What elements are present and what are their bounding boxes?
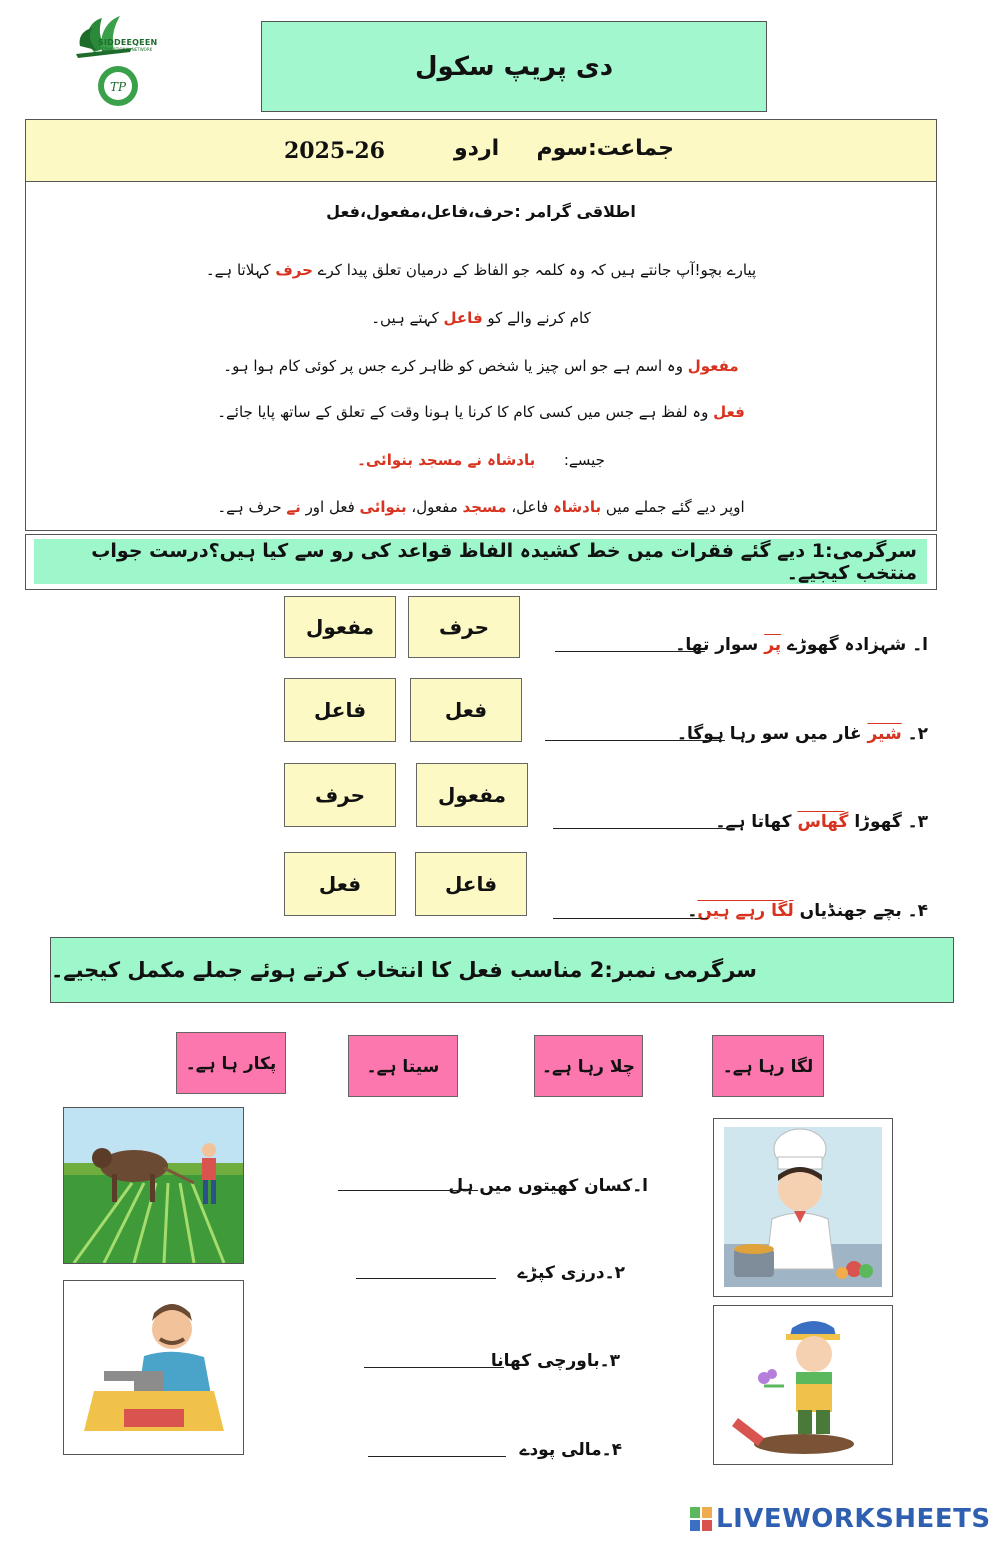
subject-label: اردو: [454, 136, 500, 161]
logo-brand-text: SIDDEEQEEN: [98, 38, 158, 47]
activity1-title: سرگرمی:1 دیے گئے فقرات میں خط کشیدہ الفاظ قواعد کی رو سے کیا ہیں؟درست جواب منتخب کیجیے۔: [34, 539, 927, 584]
definition-fel: فعل وہ لفظ ہے جس میں کسی کام کا کرنا یا ہونا وقت کے تعلق کے ساتھ پایا جائے۔: [217, 403, 745, 421]
farmer-plowing-image: [63, 1107, 244, 1264]
sentence-2: ۲۔درزی کپڑے: [517, 1263, 625, 1283]
grammar-title: اطلاقی گرامر :حرف،فاعل،مفعول،فعل: [326, 202, 636, 221]
liveworksheets-brand: LIVEWORKSHEETS: [716, 1504, 991, 1534]
school-name-box: [261, 21, 767, 112]
sentence-1-answer-line[interactable]: [338, 1190, 478, 1191]
tailor-icon: [64, 1281, 243, 1454]
question-3: ۳۔ گھوڑا گھاس کھاتا ہے۔: [715, 812, 928, 832]
question-1: ا۔ شہزادہ گھوڑے پر سوار تھا۔: [675, 635, 928, 655]
choice-chala-raha[interactable]: چلا رہا ہے۔: [534, 1035, 643, 1097]
example-sentence: جیسے: بادشاہ نے مسجد بنوائی۔: [357, 451, 605, 469]
sentence-3: ۳۔باورچی کھانا: [490, 1351, 620, 1371]
logo-sub-text: EDUCATIONAL NETWORK: [102, 47, 153, 52]
q4-option-fael[interactable]: فاعل: [415, 852, 527, 916]
definition-mafool: مفعول وہ اسم ہے جو اس چیز یا شخص کو ظاہر کرے جس پر کوئی کام ہوا ہو۔: [223, 357, 739, 375]
sentence-4-answer-line[interactable]: [368, 1456, 506, 1457]
q2-option-fel[interactable]: فعل: [410, 678, 522, 742]
q4-option-fel[interactable]: فعل: [284, 852, 396, 916]
definition-harf: پیارے بچو!آپ جانتے ہیں کہ وہ کلمہ جو الفاظ کے درمیان تعلق پیدا کرے حرف کہلاتا ہے۔: [205, 261, 757, 279]
q3-option-harf[interactable]: حرف: [284, 763, 396, 827]
gardener-planting-image: [713, 1305, 893, 1465]
q1-option-harf[interactable]: حرف: [408, 596, 520, 658]
svg-text:TP: TP: [109, 80, 127, 94]
sentence-4: ۴۔مالی پودے: [519, 1440, 622, 1460]
definition-fael: کام کرنے والے کو فاعل کہتے ہیں۔: [371, 309, 591, 327]
chef-cooking-image: [713, 1118, 893, 1297]
choice-pukar-raha[interactable]: پکار ہا ہے۔: [176, 1032, 286, 1094]
farmer-icon: [64, 1108, 243, 1263]
question-2: ۲۔ شیر غار میں سو رہا ہوگا۔: [676, 724, 928, 744]
liveworksheets-icon: [690, 1507, 712, 1531]
intro-section: [25, 119, 937, 531]
q1-option-mafool[interactable]: مفعول: [284, 596, 396, 658]
header-bar: [26, 120, 936, 182]
tailor-sewing-image: [63, 1280, 244, 1455]
gardener-icon: [714, 1306, 892, 1464]
sentence-2-answer-line[interactable]: [356, 1278, 496, 1279]
q4-answer-line[interactable]: [553, 918, 708, 919]
q1-answer-line[interactable]: [555, 651, 705, 652]
q3-option-mafool[interactable]: مفعول: [416, 763, 528, 827]
choice-laga-raha[interactable]: لگا رہا ہے۔: [712, 1035, 824, 1097]
choice-seeta[interactable]: سیتا ہے۔: [348, 1035, 458, 1097]
sentence-3-answer-line[interactable]: [364, 1367, 504, 1368]
school-name: دی پریپ سکول: [414, 51, 614, 82]
example-explanation: اوپر دیے گئے جملے میں بادشاہ فاعل، مسجد مفعول، بنوائی فعل اور نے حرف ہے۔: [217, 498, 745, 516]
question-4: ۴۔ بچے جھنڈیاں لگا رہے ہیں۔: [687, 901, 928, 921]
chef-icon: [714, 1119, 892, 1296]
class-label: جماعت:سوم: [536, 136, 674, 161]
logo-emblem-icon: [72, 8, 180, 108]
activity1-frame: [25, 534, 937, 590]
sentence-1: ا۔کسان کھیتوں میں ہل: [448, 1176, 648, 1196]
liveworksheets-footer: [690, 1504, 991, 1534]
school-logo: [72, 8, 180, 108]
q2-answer-line[interactable]: [545, 740, 725, 741]
q2-option-fael[interactable]: فاعل: [284, 678, 396, 742]
activity2-title: سرگرمی نمبر:2 مناسب فعل کا انتخاب کرتے ہوئے جملے مکمل کیجیے۔: [50, 937, 954, 1003]
q3-answer-line[interactable]: [553, 828, 733, 829]
year-label: 2025-26: [284, 138, 385, 164]
